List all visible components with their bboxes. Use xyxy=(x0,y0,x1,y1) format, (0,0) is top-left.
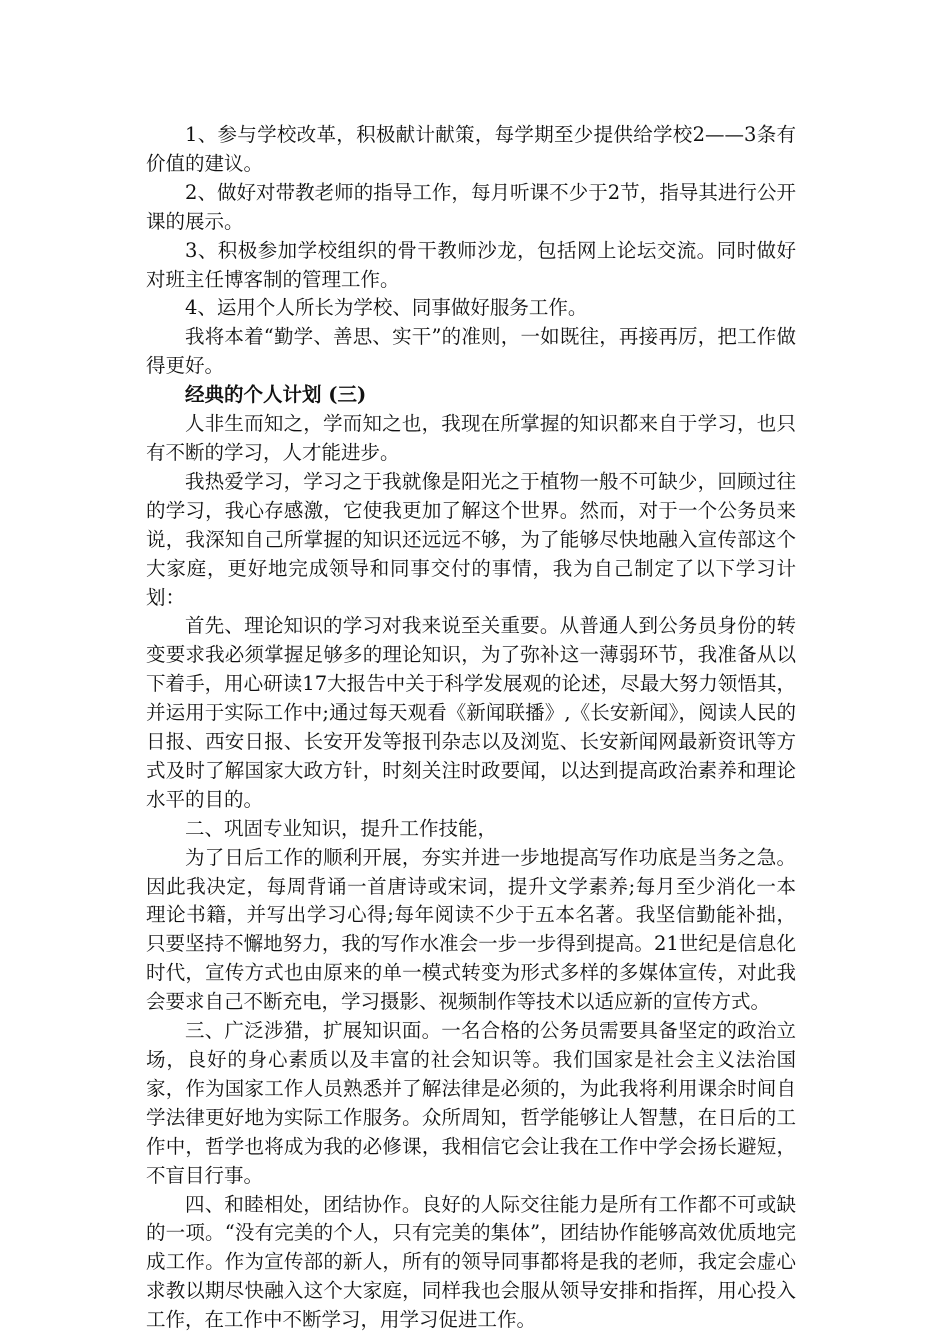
paragraph-5: 我将本着“勤学、善思、实干”的准则，一如既往，再接再厉，把工作做得更好。 xyxy=(146,325,796,378)
section-title: 经典的个人计划 (三) xyxy=(185,383,367,407)
document-page xyxy=(146,121,796,1335)
paragraph-10: 为了日后工作的顺利开展，夯实并进一步地提高写作功底是当务之急。因此我决定，每周背诵一首唐诗或宋词，提升文学素养;每月至少消化一本理论书籍，并写出学习心得;每年阅读不少于五本名著。我坚信勤能补拙，只要坚持不懈地努力，我的写作水准会一步一步得到提高。21世纪是信息化时代，宣传方式也由原来的单一模式转变为形式多样的多媒体宣传，对此我会要求自己不断充电，学习摄影、视频制作等技术以适应新的宣传方式。 xyxy=(146,845,796,1014)
paragraph-6: 人非生而知之，学而知之也，我现在所掌握的知识都来自于学习，也只有不断的学习，人才能进步。 xyxy=(146,412,796,464)
paragraph-2: 2、做好对带教老师的指导工作，每月听课不少于2节，指导其进行公开课的展示。 xyxy=(146,180,796,233)
paragraph-9: 二、巩固专业知识，提升工作技能， xyxy=(185,816,498,840)
paragraph-7: 我热爱学习，学习之于我就像是阳光之于植物一般不可缺少，回顾过往的学习，我心存感激，它使我更加了解这个世界。然而，对于一个公务员来说，我深知自己所掌握的知识还远远不够，为了能够尽快地融入宣传部这个大家庭，更好地完成领导和同事交付的事情，我为自己制定了以下学习计划： xyxy=(146,469,796,609)
paragraph-11: 三、广泛涉猎，扩展知识面。一名合格的公务员需要具备坚定的政治立场，良好的身心素质以及丰富的社会知识等。我们国家是社会主义法治国家，作为国家工作人员熟悉并了解法律是必须的，为此我将利用课余时间自学法律更好地为实际工作服务。众所周知，哲学能够让人智慧，在日后的工作中，哲学也将成为我的必修课，我相信它会让我在工作中学会扬长避短，不盲目行事。 xyxy=(146,1019,796,1187)
paragraph-12: 四、和睦相处，团结协作。良好的人际交往能力是所有工作都不可或缺的一项。“没有完美的个人，只有完美的集体”，团结协作能够高效优质地完成工作。作为宣传部的新人，所有的领导同事都将是我的老师，我定会虚心求教以期尽快融入这个大家庭，同样我也会服从领导安排和指挥，用心投入工作，在工作中不断学习，用学习促进工作。 xyxy=(146,1192,796,1332)
paragraph-8: 首先、理论知识的学习对我来说至关重要。从普通人到公务员身份的转变要求我必须掌握足够多的理论知识，为了弥补这一薄弱环节，我准备从以下着手，用心研读17大报告中关于科学发展观的论述，尽最大努力领悟其，并运用于实际工作中;通过每天观看《新闻联播》,《长安新闻》，阅读人民的日报、西安日报、长安开发等报刊杂志以及浏览、长安新闻网最新资讯等方式及时了解国家大政方针，时刻关注时政要闻，以达到提高政治素养和理论水平的目的。 xyxy=(146,614,796,811)
paragraph-4: 4、运用个人所长为学校、同事做好服务工作。 xyxy=(185,296,588,320)
paragraph-1: 1、参与学校改革，积极献计献策，每学期至少提供给学校2——3条有价值的建议。 xyxy=(146,123,796,175)
paragraph-3: 3、积极参加学校组织的骨干教师沙龙，包括网上论坛交流。同时做好对班主任博客制的管理工作。 xyxy=(146,238,796,291)
